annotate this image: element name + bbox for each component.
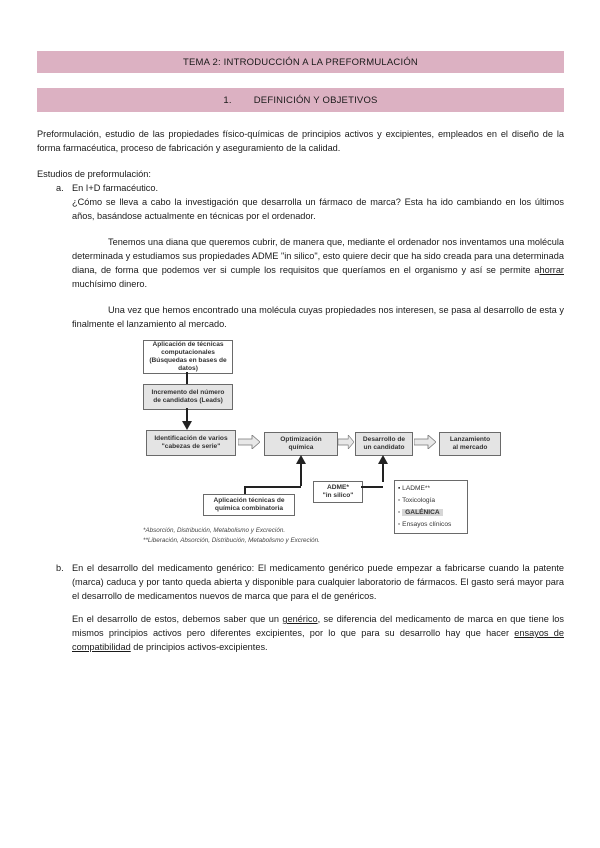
arrow-right-icon bbox=[338, 435, 354, 449]
box-adme-line2: "in silico" bbox=[322, 492, 354, 499]
box-identificacion-line1: Identificación de varios bbox=[154, 435, 228, 442]
item-b-p2-text: En el desarrollo de estos, debemos saber que un bbox=[72, 614, 283, 624]
diagram-footnote-1: *Absorción, Distribución, Metabolismo y Excreción. bbox=[143, 527, 286, 534]
item-b-marker: b. bbox=[56, 563, 64, 573]
box-lanzamiento-mercado bbox=[439, 432, 501, 456]
item-a-p2-underlined: horrar bbox=[539, 265, 564, 275]
item-b-paragraph-2 bbox=[72, 612, 564, 654]
box-optimizacion-quimica bbox=[264, 432, 338, 456]
item-b-p2-underlined-ensayos: ensayos de compatibilidad bbox=[72, 628, 564, 652]
item-a-title: En I+D farmacéutico. bbox=[72, 183, 159, 193]
connector-line bbox=[361, 486, 383, 488]
box-incremento-line1: Incremento del número bbox=[151, 389, 225, 396]
item-a-p2-end: muchísimo dinero. bbox=[72, 279, 148, 289]
arrow-right-icon bbox=[414, 435, 436, 449]
adme-list-item: ▪ LADME** bbox=[398, 485, 431, 492]
box-adme-in-silico bbox=[313, 481, 363, 503]
box-quimica-combinatoria bbox=[203, 494, 295, 516]
section-title: DEFINICIÓN Y OBJETIVOS bbox=[253, 94, 378, 106]
box-tecnicas-line3: (Búsquedas en bases de datos) bbox=[149, 357, 227, 372]
arrow-up-icon bbox=[296, 455, 306, 464]
box-desarrollo-candidato bbox=[355, 432, 413, 456]
box-adme-list bbox=[394, 480, 468, 534]
box-lanzamiento-line2: al mercado bbox=[452, 444, 488, 451]
box-tecnicas-computacionales bbox=[143, 340, 233, 374]
box-lanzamiento-line1: Lanzamiento bbox=[449, 436, 491, 443]
box-combinatoria-line2: química combinatoria bbox=[214, 505, 284, 512]
section-number: 1. bbox=[223, 94, 232, 106]
definition-paragraph bbox=[37, 127, 564, 155]
box-desarrollo-line2: un candidato bbox=[363, 444, 405, 451]
connector-line bbox=[382, 462, 384, 482]
box-incremento-candidatos bbox=[143, 384, 233, 410]
connector-line bbox=[244, 486, 246, 494]
item-b-p2-text: de principios activos-excipientes. bbox=[130, 642, 268, 652]
item-a-paragraph-2 bbox=[72, 235, 564, 291]
connector-line bbox=[244, 486, 301, 488]
studies-heading: Estudios de preformulación: bbox=[37, 169, 151, 179]
adme-list-text: LADME** bbox=[402, 485, 431, 492]
adme-list-item: ▫ Ensayos clínicos bbox=[398, 521, 452, 528]
arrow-up-icon bbox=[378, 455, 388, 464]
box-combinatoria-line1: Aplicación técnicas de bbox=[213, 497, 285, 504]
arrow-right-icon bbox=[238, 435, 260, 449]
item-a-paragraph-1: ¿Cómo se lleva a cabo la investigación que desarrolla un fármaco de marca? Esta ha ido cambiando en los últimos años, basándose actualmente en técnicas por el ordenador. bbox=[72, 197, 564, 221]
box-adme-line1: ADME* bbox=[327, 484, 349, 491]
box-identificacion-cabezas bbox=[146, 430, 236, 456]
box-desarrollo-line1: Desarrollo de bbox=[362, 436, 406, 443]
item-a-p2-text: Tenemos una diana que queremos cubrir, de manera que, mediante el ordenador nos inventamos una molécula determinada y estudiamos sus propiedades ADME "in silico", esto quiere decir que ha sido creada para una determinada diana, de forma que podemos ver si cumple los requisitos que queríamos en el organismo y así se permite a bbox=[72, 237, 564, 275]
box-optimizacion-line2: química bbox=[288, 444, 314, 451]
page-title: TEMA 2: INTRODUCCIÓN A LA PREFORMULACIÓN bbox=[183, 56, 418, 68]
title-band bbox=[37, 51, 564, 73]
item-b-paragraph-1: En el desarrollo del medicamento genérico: El medicamento genérico puede empezar a fabricarse cuando la patente (marca) caduca y por tanto queda abierta y disponible para cualquier laboratorio de fármacos. El gasto será mayor para el desarrollo de medicamentos nuevos de marca que para el de genéricos. bbox=[72, 563, 564, 601]
item-a-paragraph-3: Una vez que hemos encontrado una molécula cuyas propiedades nos interesen, se pasa al desarrollo de esta y finalmente el lanzamiento al mercado. bbox=[72, 305, 564, 329]
adme-list-item: ▫ GALÉNICA bbox=[398, 507, 443, 519]
adme-list-text: Ensayos clínicos bbox=[402, 521, 452, 528]
diagram-footnote-2: **Liberación, Absorción, Distribución, Metabolismo y Excreción. bbox=[143, 537, 320, 544]
section-band bbox=[37, 88, 564, 112]
box-optimizacion-line1: Optimización bbox=[280, 436, 322, 443]
box-identificacion-line2: "cabezas de serie" bbox=[161, 443, 221, 450]
arrow-down-icon bbox=[182, 421, 192, 430]
item-a-marker: a. bbox=[56, 183, 64, 193]
adme-list-item: ▫ Toxicología bbox=[398, 497, 436, 504]
adme-list-text: Toxicología bbox=[402, 497, 436, 504]
connector-line bbox=[186, 372, 188, 384]
box-tecnicas-line2: computacionales bbox=[161, 349, 215, 356]
adme-list-text: GALÉNICA bbox=[402, 509, 442, 516]
item-b-p2-underlined-generico: genérico bbox=[282, 614, 318, 624]
box-incremento-line2: de candidatos (Leads) bbox=[153, 397, 223, 404]
item-b-p2-text: , se diferencia del medicamento de marca en que tiene los mismos principios activos pero diferentes excipientes, por lo que para su desarrollo hay que hacer bbox=[72, 614, 564, 638]
connector-line bbox=[300, 462, 302, 486]
definition-term: Preformulación bbox=[37, 129, 99, 139]
box-tecnicas-line1: Aplicación de técnicas bbox=[152, 341, 224, 348]
definition-rest: , estudio de las propiedades físico-químicas de principios activos y excipientes, empleados en el diseño de la forma farmacéutica, proceso de fabricación y aseguramiento de la calidad. bbox=[37, 129, 564, 153]
